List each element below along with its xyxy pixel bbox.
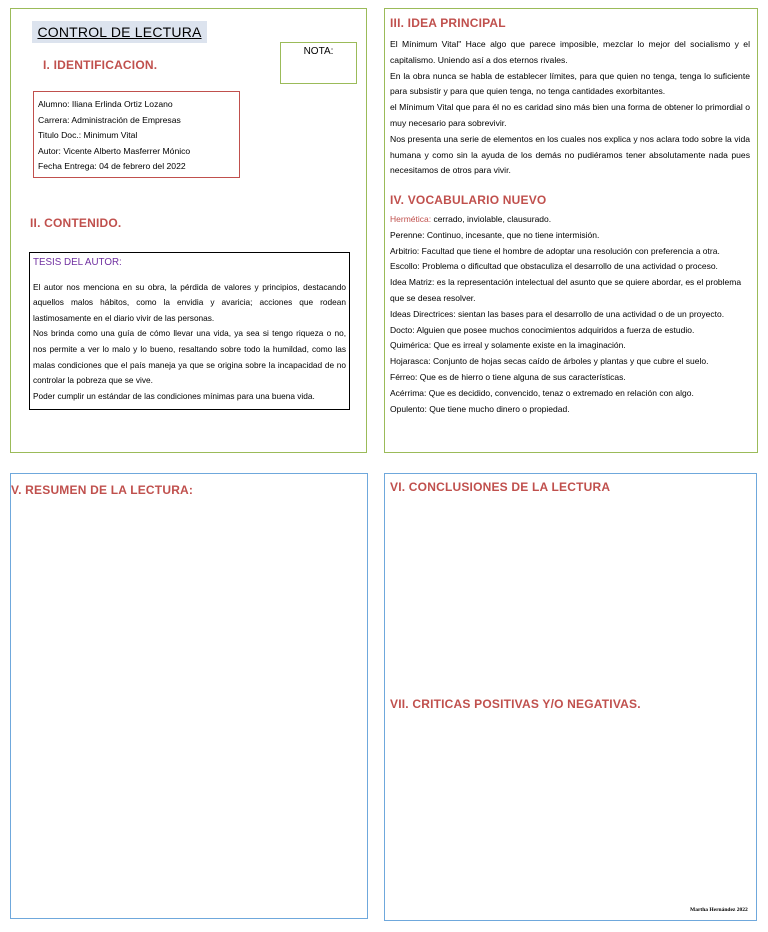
tesis-title: TESIS DEL AUTOR:: [33, 257, 122, 268]
idea-paragraph-3: el Mínimum Vital que para él no es caridad sino más bien una forma de obtener lo primordial o muy necesario para sobrevivir.: [390, 102, 750, 128]
vocab-item-quimerica: Quimérica: Que es irreal y solamente existe en la imaginación.: [390, 340, 626, 351]
vocab-def-hermetica: cerrado, inviolable, clausurado.: [431, 214, 552, 224]
vocab-term-hermetica: Hermética:: [390, 214, 432, 224]
heading-conclusiones: VI. CONCLUSIONES DE LA LECTURA: [390, 480, 611, 494]
nota-label: NOTA:: [303, 46, 334, 57]
titulo-line: Titulo Doc.: Minimum Vital: [38, 130, 138, 140]
carrera-line: Carrera: Administración de Empresas: [38, 114, 181, 125]
vocab-item-escollo: Escollo: Problema o dificultad que obstaculiza el desarrollo de una actividad o proceso.: [390, 261, 718, 272]
heading-identificacion: I. IDENTIFICACION.: [43, 58, 158, 72]
control-title: CONTROL DE LECTURA: [32, 21, 207, 43]
vocab-item-hojarasca: Hojarasca: Conjunto de hojas secas caído de árboles y plantas y que cubre el suelo.: [390, 356, 709, 367]
tesis-paragraph-3: Poder cumplir un estándar de las condiciones mínimas para una buena vida.: [33, 390, 315, 401]
heading-criticas: VII. CRITICAS POSITIVAS Y/O NEGATIVAS.: [390, 697, 641, 711]
panel-resumen: [10, 473, 368, 919]
nota-box: [280, 42, 357, 84]
tesis-paragraph-1: El autor nos menciona en su obra, la pérdida de valores y principios, destacando aquellos malos hábitos, como la envidia y avaricia; acciones que rodean lastimosamente en el diario vivir de las personas.: [33, 281, 346, 323]
vocab-item-ferreo: Férreo: Que es de hierro o tiene alguna de sus características.: [390, 371, 626, 382]
vocabulario-list: [390, 212, 752, 417]
idea-paragraph-4: Nos presenta una serie de elementos en los cuales nos explica y nos aclara todo sobre la vida humana y como sin la ayuda de los demás no pudiéramos tener absolutamente nada pues necesitamos de otros para vivir.: [390, 133, 750, 176]
tesis-box: [29, 252, 350, 410]
idea-paragraph-2: En la obra nunca se habla de establecer límites, para que quien no tenga, tenga lo suficiente para subsistir y para que quien tenga, no tenga cantidades exorbitantes.: [390, 70, 750, 97]
idea-paragraph-1: El Mínimum Vital" Hace algo que parece imposible, mezclar lo mejor del socialismo y el capitalismo. Uniendo así a dos eternos rivales.: [390, 39, 750, 65]
fecha-line: Fecha Entrega: 04 de febrero del 2022: [38, 161, 186, 171]
vocab-item-opulento: Opulento: Que tiene mucho dinero o propiedad.: [390, 403, 570, 414]
heading-contenido: II. CONTENIDO.: [30, 216, 122, 230]
autor-line: Autor: Vicente Alberto Masferrer Mónico: [38, 145, 191, 156]
heading-resumen: V. RESUMEN DE LA LECTURA:: [11, 483, 194, 497]
vocab-item-perenne: Perenne: Continuo, incesante, que no tiene intermisión.: [390, 229, 600, 240]
idea-principal-text: [390, 37, 750, 179]
vocab-item-docto: Docto: Alguien que posee muchos conocimientos adquiridos a fuerza de estudio.: [390, 324, 695, 335]
vocab-item-hermetica: [390, 212, 752, 228]
vocab-item-idea-matriz: Idea Matriz: es la representación intelectual del asunto que se quiere abordar, es el problema que se desea resolver.: [390, 277, 742, 303]
vocab-item-acerrima: Acérrima: Que es decidido, convencido, tenaz o extremado en relación con algo.: [390, 387, 694, 398]
identificacion-box: [33, 91, 240, 178]
alumno-line: Alumno: Iliana Erlinda Ortiz Lozano: [38, 99, 173, 109]
vocab-item-arbitrio: Arbitrio: Facultad que tiene el hombre de adoptar una resolución con preferencia a otra.: [390, 245, 720, 256]
heading-idea-principal: III. IDEA PRINCIPAL: [390, 16, 506, 30]
vocab-item-ideas-directrices: Ideas Directrices: sientan las bases para el desarrollo de una actividad o de un proyecto.: [390, 308, 725, 319]
tesis-paragraph-2: Nos brinda como una guía de cómo llevar una vida, ya sea si tengo riqueza o no, nos permite a ver lo malo y lo bueno, resaltando sobre todo la humildad, como las malas condiciones que el país maneja ya que se origina sobre la incapacidad de no controlar la pobreza que se vive.: [33, 328, 346, 386]
heading-vocabulario: IV. VOCABULARIO NUEVO: [390, 193, 547, 207]
footer-signature: Martha Hernández 2022: [690, 907, 748, 913]
